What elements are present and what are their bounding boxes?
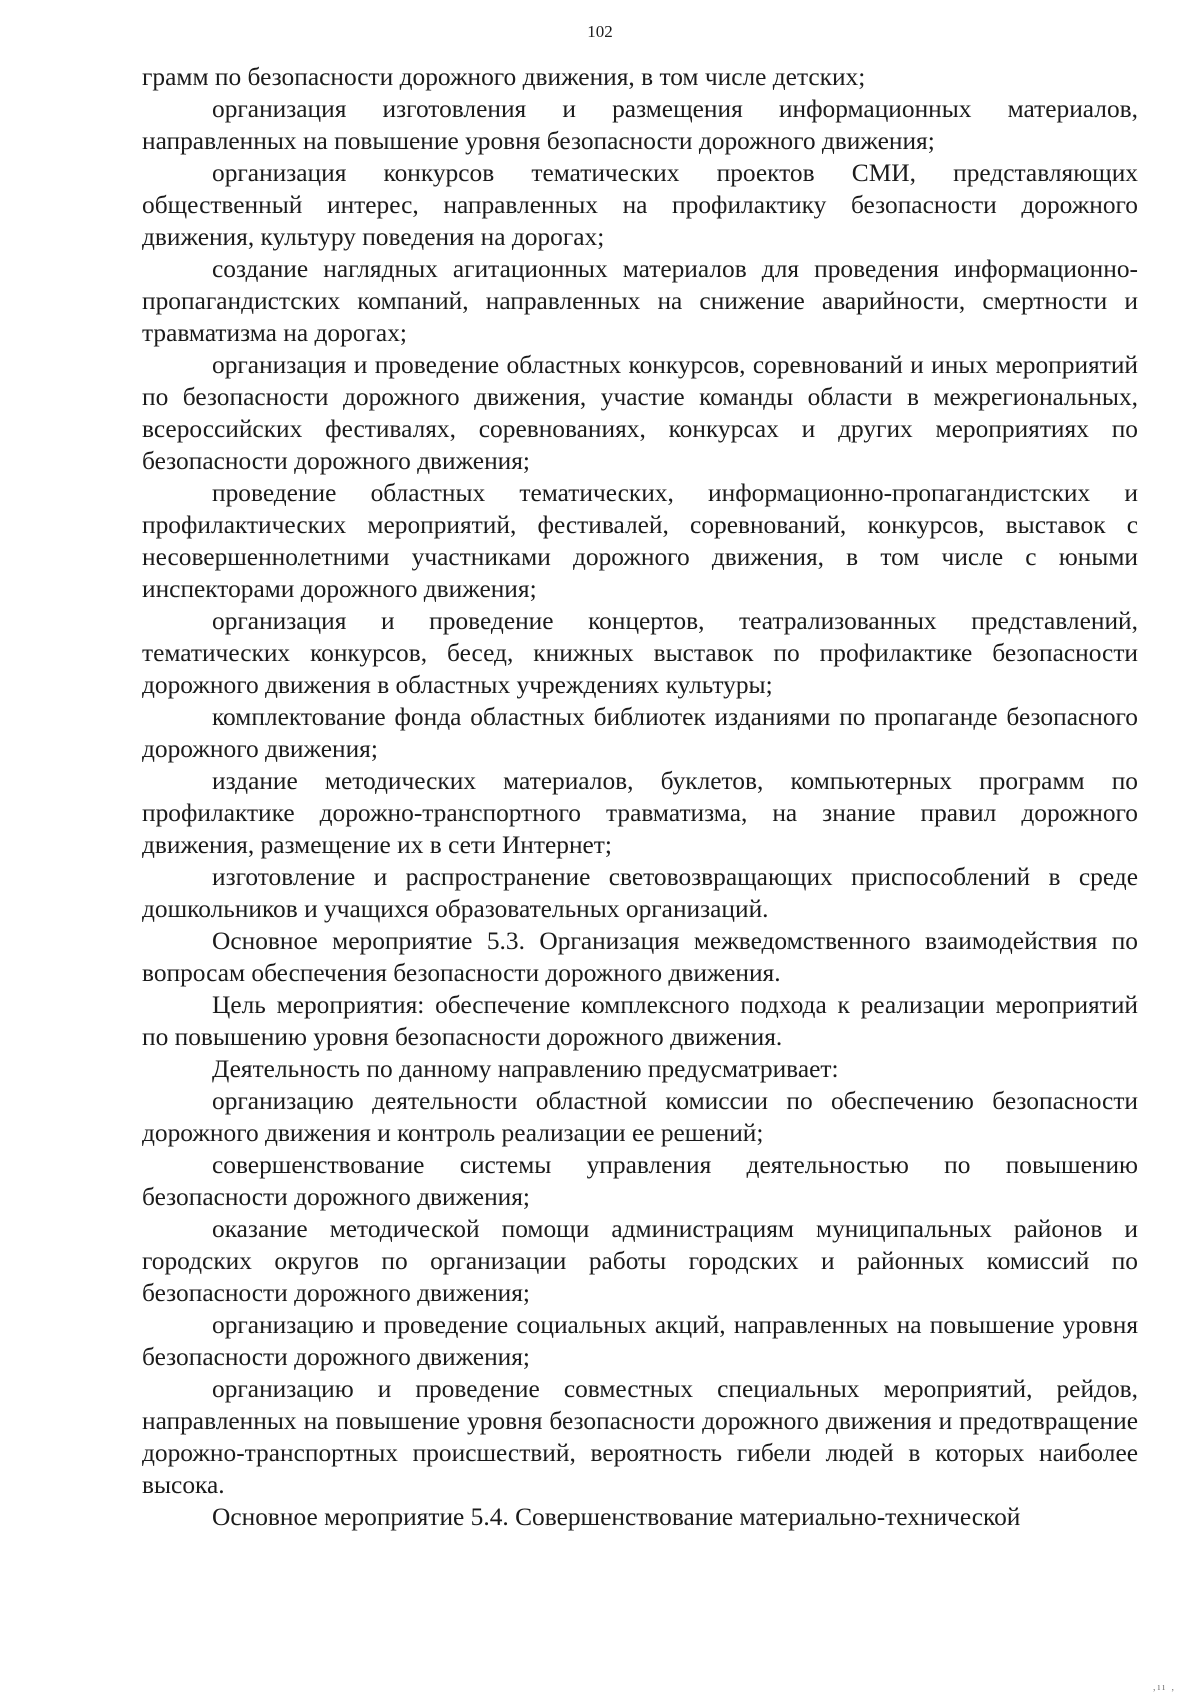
scan-artifact: ,ıı , xyxy=(1152,1682,1176,1693)
paragraph-media-contests: организация конкурсов тематических проектов СМИ, представляющих общественный интерес, направленных на профилактику безопасности дорожного движения, культуру поведения на дорогах; xyxy=(142,159,1138,251)
paragraph-measure-5-4: Основное мероприятие 5.4. Совершенствование материально-технической xyxy=(212,1503,1021,1531)
paragraph-thematic-events: проведение областных тематических, информационно-пропагандистских и профилактических мероприятий, фестивалей, соревнований, конкурсов, выставок с несовершеннолетними участниками дорожного движения, в том числе с юными инспекторами дорожного движения; xyxy=(142,479,1138,603)
paragraph-agitation-materials: создание наглядных агитационных материалов для проведения информационно-пропагандистских компаний, направленных на снижение аварийности, смертности и травматизма на дорогах; xyxy=(142,255,1138,347)
paragraph-continuation: грамм по безопасности дорожного движения, в том числе детских; xyxy=(142,63,866,91)
paragraph-activity-intro: Деятельность по данному направлению предусматривает: xyxy=(212,1055,839,1083)
paragraph-concerts: организация и проведение концертов, театрализованных представлений, тематических конкурсов, бесед, книжных выставок по профилактике безопасности дорожного движения в областных учреждениях культуры; xyxy=(142,607,1138,699)
paragraph-methodical-publications: издание методических материалов, буклетов, компьютерных программ по профилактике дорожно-транспортного травматизма, на знание правил дорожного движения, размещение их в сети Интернет; xyxy=(142,767,1138,859)
paragraph-management-system: совершенствование системы управления деятельностью по повышению безопасности дорожного движения; xyxy=(142,1151,1138,1211)
paragraph-joint-raids: организацию и проведение совместных специальных мероприятий, рейдов, направленных на повышение уровня безопасности дорожного движения и предотвращение дорожно-транспортных происшествий, вероятность гибели людей в которых наиболее высока. xyxy=(142,1375,1138,1499)
paragraph-library-fund: комплектование фонда областных библиотек изданиями по пропаганде безопасного дорожного движения; xyxy=(142,703,1138,763)
paragraph-measure-goal: Цель мероприятия: обеспечение комплексного подхода к реализации мероприятий по повышению уровня безопасности дорожного движения. xyxy=(142,991,1138,1051)
page-number: 102 xyxy=(587,22,613,41)
paragraph-regional-contests: организация и проведение областных конкурсов, соревнований и иных мероприятий по безопасности дорожного движения, участие команды области в межрегиональных, всероссийских фестивалях, соревнованиях, конкурсах и других мероприятиях по безопасности дорожного движения; xyxy=(142,351,1138,475)
document-body xyxy=(142,61,1138,1533)
paragraph-reflective-devices: изготовление и распространение световозвращающих приспособлений в среде дошкольников и учащихся образовательных организаций. xyxy=(142,863,1138,923)
paragraph-commission: организацию деятельности областной комиссии по обеспечению безопасности дорожного движения и контроль реализации ее решений; xyxy=(142,1087,1138,1147)
paragraph-social-actions: организацию и проведение социальных акций, направленных на повышение уровня безопасности дорожного движения; xyxy=(142,1311,1138,1371)
paragraph-measure-5-3: Основное мероприятие 5.3. Организация межведомственного взаимодействия по вопросам обеспечения безопасности дорожного движения. xyxy=(142,927,1138,987)
paragraph-methodical-help: оказание методической помощи администрациям муниципальных районов и городских округов по организации работы городских и районных комиссий по безопасности дорожного движения; xyxy=(142,1215,1138,1307)
paragraph-info-materials: организация изготовления и размещения информационных материалов, направленных на повышение уровня безопасности дорожного движения; xyxy=(142,95,1138,155)
